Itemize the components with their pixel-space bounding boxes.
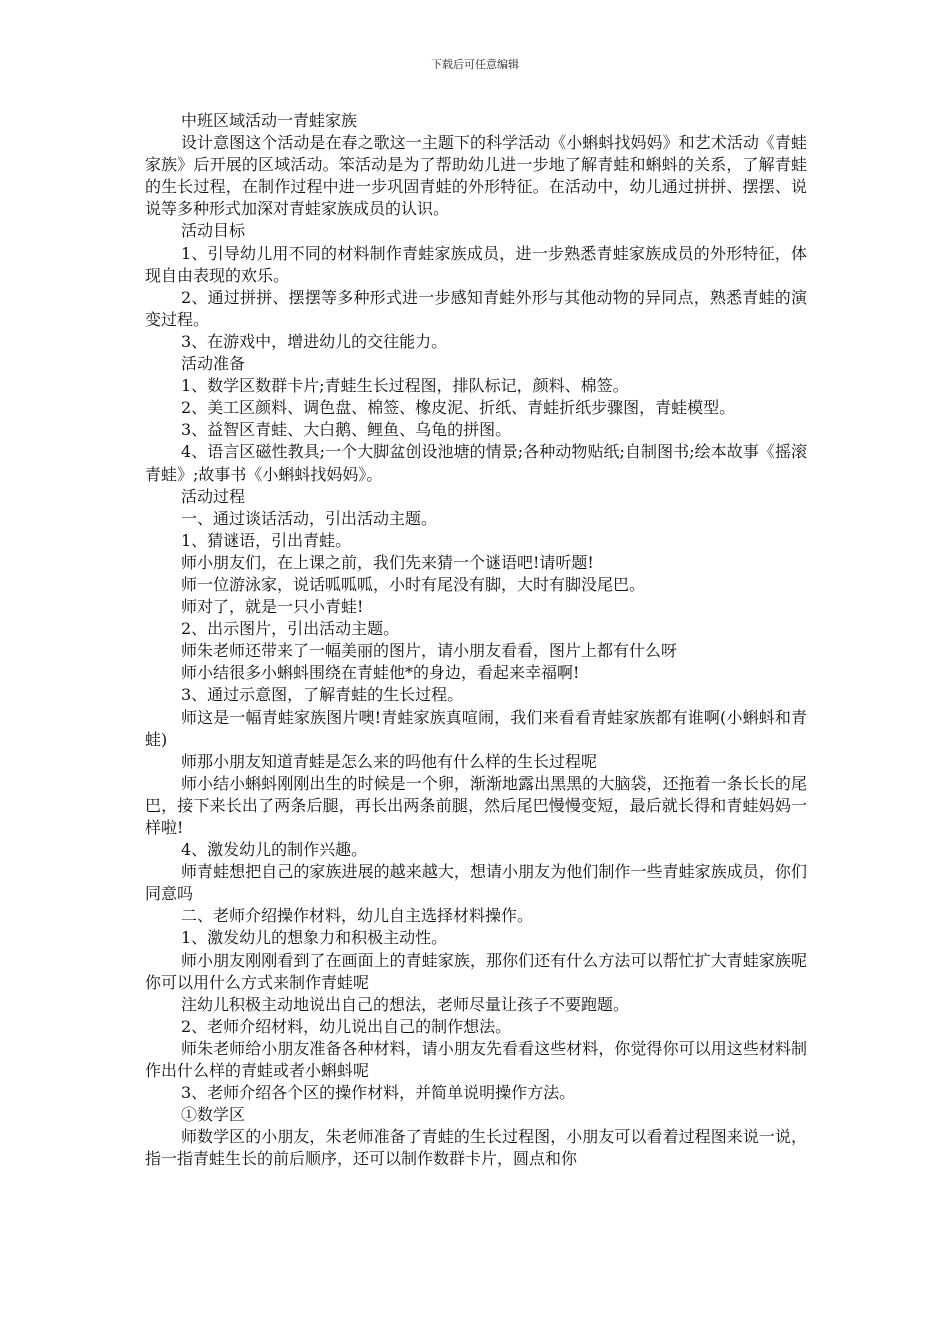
body-paragraph: 活动准备 bbox=[181, 354, 246, 374]
body-paragraph: 师朱老师给小朋友准备各种材料，请小朋友先看看这些材料，你觉得你可以用这些材料制作出什么样的青蛙或者小蝌蚪呢 bbox=[145, 1038, 807, 1081]
body-paragraph: 师那小朋友知道青蛙是怎么来的吗他有什么样的生长过程呢 bbox=[181, 751, 598, 771]
body-paragraph: 注幼儿积极主动地说出自己的想法，老师尽量让孩子不要跑题。 bbox=[181, 994, 630, 1014]
body-paragraph: 2、美工区颜料、调色盘、棉签、橡皮泥、折纸、青蛙折纸步骤图，青蛙模型。 bbox=[181, 398, 736, 418]
body-paragraph: 活动目标 bbox=[181, 221, 246, 241]
body-paragraph: 师一位游泳家，说话呱呱呱，小时有尾没有脚，大时有脚没尾巴。 bbox=[181, 574, 646, 594]
body-paragraph: 4、语言区磁性教具;一个大脚盆创设池塘的情景;各种动物贴纸;自制图书;绘本故事《摇滚青蛙》;故事书《小蝌蚪找妈妈》。 bbox=[145, 442, 807, 484]
document-title: 中班区域活动一青蛙家族 bbox=[181, 111, 358, 130]
body-paragraph: 设计意图这个活动是在春之歌这一主题下的科学活动《小蝌蚪找妈妈》和艺术活动《青蛙家族》后开展的区域活动。笨活动是为了帮助幼儿进一步地了解青蛙和蝌蚪的关系，了解青蛙的生长过程，在制作过程中进一步巩固青蛙的外形特征。在活动中，幼儿通过拼拼、摆摆、说说等多种形式加深对青蛙家族成员的认识。 bbox=[145, 133, 807, 219]
body-paragraph: 师青蛙想把自己的家族进展的越来越大，想请小朋友为他们制作一些青蛙家族成员，你们同意吗 bbox=[145, 862, 807, 904]
body-paragraph: 师朱老师还带来了一幅美丽的图片，请小朋友看看，图片上都有什么呀 bbox=[181, 641, 678, 661]
body-paragraph: 2、通过拼拼、摆摆等多种形式进一步感知青蛙外形与其他动物的异同点，熟悉青蛙的演变过程。 bbox=[145, 287, 807, 329]
body-paragraph: 二、老师介绍操作材料，幼儿自主选择材料操作。 bbox=[181, 906, 534, 926]
body-paragraph: 活动过程 bbox=[181, 486, 246, 506]
body-paragraph: 1、数学区数群卡片;青蛙生长过程图，排队标记，颜料、棉签。 bbox=[181, 376, 629, 396]
body-paragraph: 师数学区的小朋友，朱老师准备了青蛙的生长过程图，小朋友可以看着过程图来说一说，指一指青蛙生长的前后顺序，还可以制作数群卡片，圆点和你 bbox=[145, 1127, 807, 1169]
body-paragraph: 师小朋友刚刚看到了在画面上的青蛙家族，那你们还有什么方法可以帮忙扩大青蛙家族呢你可以用什么方式来制作青蛙呢 bbox=[145, 950, 807, 992]
body-paragraph: 3、老师介绍各个区的操作材料，并简单说明操作方法。 bbox=[181, 1083, 576, 1103]
body-paragraph: 师这是一幅青蛙家族图片噢!青蛙家族真喧闹，我们来看看青蛙家族都有谁啊(小蝌蚪和青蛙) bbox=[145, 707, 807, 749]
body-paragraph: 一、通过谈话活动，引出活动主题。 bbox=[181, 508, 438, 528]
body-paragraph: 3、益智区青蛙、大白鹅、鲤鱼、乌龟的拼图。 bbox=[181, 420, 512, 440]
body-paragraph: 4、激发幼儿的制作兴趣。 bbox=[181, 840, 368, 860]
document-body bbox=[145, 110, 807, 1171]
body-paragraph: 1、激发幼儿的想象力和积极主动性。 bbox=[181, 928, 448, 948]
body-paragraph: 2、老师介绍材料，幼儿说出自己的制作想法。 bbox=[181, 1016, 512, 1036]
body-paragraph: 师对了，就是一只小青蛙! bbox=[181, 597, 364, 617]
body-paragraph: 1、猜谜语，引出青蛙。 bbox=[181, 530, 352, 550]
page-header: 下载后可任意编辑 bbox=[431, 58, 519, 71]
body-paragraph: 2、出示图片，引出活动主题。 bbox=[181, 619, 400, 639]
body-paragraph: ①数学区 bbox=[181, 1105, 246, 1125]
body-paragraph: 1、引导幼儿用不同的材料制作青蛙家族成员，进一步熟悉青蛙家族成员的外形特征，体现自由表现的欢乐。 bbox=[145, 243, 807, 285]
body-paragraph: 师小结很多小蝌蚪围绕在青蛙他*的身边，看起来幸福啊! bbox=[181, 663, 580, 683]
body-paragraph: 3、通过示意图，了解青蛙的生长过程。 bbox=[181, 685, 464, 705]
body-paragraph: 师小结小蝌蚪刚刚出生的时候是一个卵，渐渐地露出黑黑的大脑袋，还拖着一条长长的尾巴，接下来长出了两条后腿，再长出两条前腿，然后尾巴慢慢变短，最后就长得和青蛙妈妈一样啦! bbox=[145, 773, 807, 837]
body-paragraph: 师小朋友们，在上课之前，我们先来猜一个谜语吧!请听题! bbox=[181, 552, 594, 572]
body-paragraph: 3、在游戏中，增进幼儿的交往能力。 bbox=[181, 331, 448, 351]
